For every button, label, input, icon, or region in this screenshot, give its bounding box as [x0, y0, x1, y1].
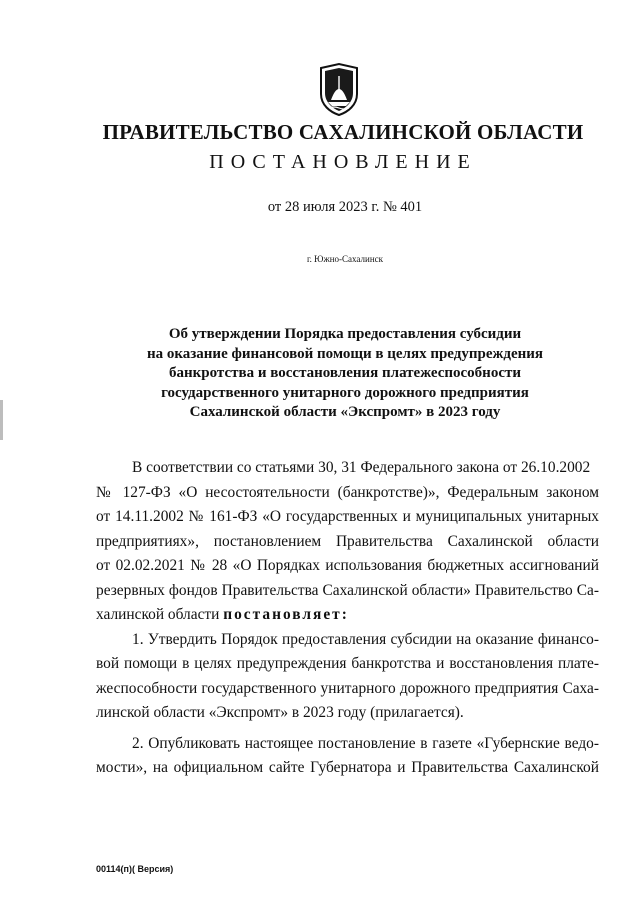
body-line: вой помощи в целях предупреждения банкротства и восстановления плате- [96, 655, 599, 672]
subject-line: на оказание финансовой помощи в целях предупреждения [146, 345, 544, 362]
body-line: мости», на официальном сайте Губернатора и Правительства Сахалинской [96, 759, 599, 776]
subject-line: государственного унитарного дорожного предприятия [161, 384, 529, 401]
body-line: от 02.02.2021 № 28 «О Порядках использования бюджетных ассигнований [96, 557, 599, 574]
body-line: жеспособности государственного унитарного дорожного предприятия Саха- [96, 679, 599, 697]
scan-margin-mark [0, 400, 3, 440]
document-subject [100, 325, 590, 423]
subject-line: Сахалинской области «Экспромт» в 2023 году [189, 404, 501, 421]
body-line: № 127-ФЗ «О несостоятельности (банкротстве)», Федеральным законом [96, 483, 599, 501]
sakhalin-coat-of-arms-icon [318, 62, 360, 116]
document-city: г. Южно-Сахалинск [306, 254, 383, 264]
subject-line: Об утверждении Порядка предоставления субсидии [168, 326, 522, 342]
subject-line: банкротства и восстановления платежеспособности [169, 365, 521, 382]
footer-code: 00114(п)( Версия) [96, 864, 174, 874]
body-line: В соответствии со статьями 30, 31 Федерального закона от 26.10.2002 [132, 459, 591, 476]
body-line: 1. Утвердить Порядок предоставления субсидии на оказание финансо- [132, 630, 599, 648]
body-line: резервных фондов Правительства Сахалинской области» Правительство Са- [96, 581, 599, 599]
body-line: предприятиях», постановлением Правительства Сахалинской области [96, 532, 599, 550]
decree-word: постановляет: [223, 606, 349, 623]
body-line: 2. Опубликовать настоящее постановление в газете «Губернские ведо- [132, 734, 599, 752]
body-line: от 14.11.2002 № 161-ФЗ «О государственных и муниципальных унитарных [96, 508, 599, 525]
body-line: линской области «Экспромт» в 2023 году (прилагается). [96, 704, 464, 721]
preamble-end: халинской области [96, 606, 220, 623]
document-type: ПОСТАНОВЛЕНИЕ [209, 151, 477, 173]
document-body [96, 456, 599, 781]
document-date-number: от 28 июля 2023 г. № 401 [267, 199, 423, 215]
body-line-decree [96, 603, 599, 628]
government-title: ПРАВИТЕЛЬСТВО САХАЛИНСКОЙ ОБЛАСТИ [102, 120, 584, 144]
